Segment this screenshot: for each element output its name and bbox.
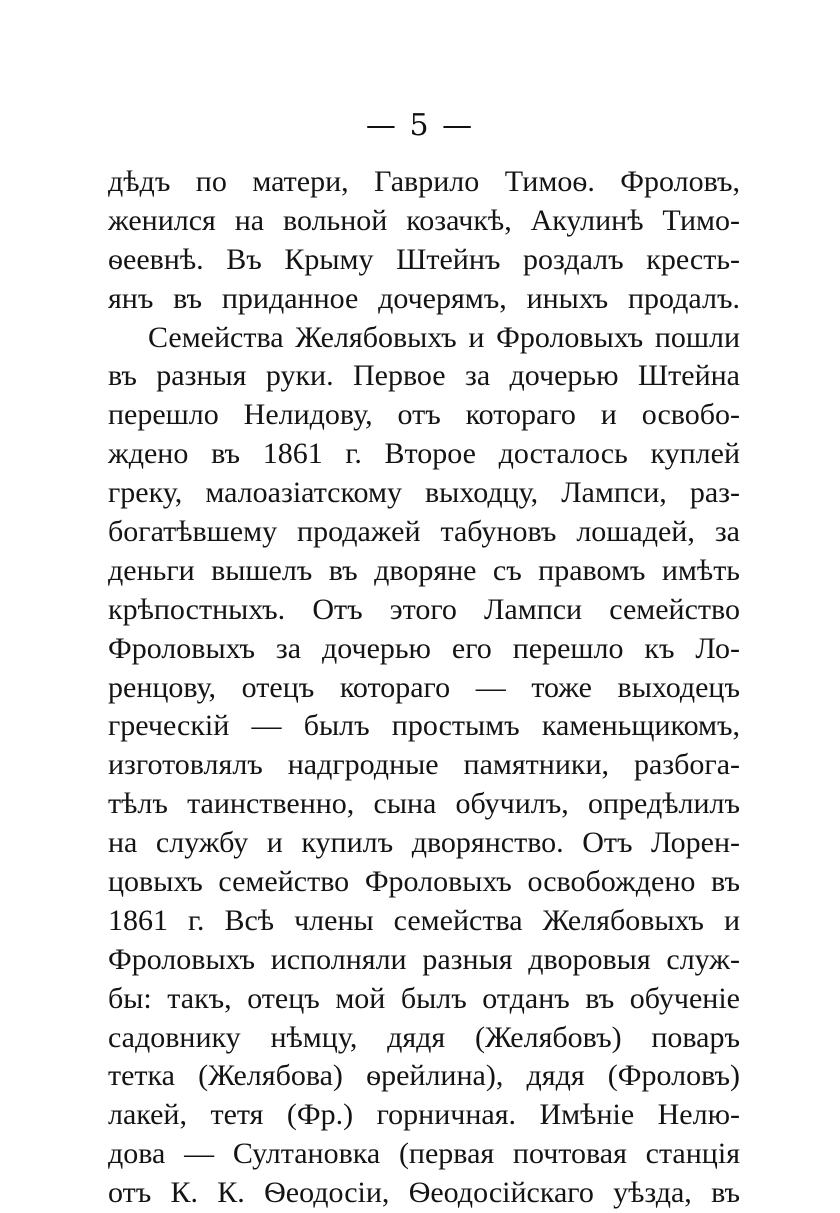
text-line: изготовлялъ надгродные памятники, разбога-: [108, 748, 740, 782]
text-line: тѣлъ таинственно, сына обучилъ, опредѣлилъ: [108, 787, 740, 821]
text-line: женился на вольной козачкѣ, Акулинѣ Тимо-: [108, 203, 740, 237]
text-line: богатѣвшему продажей табуновъ лошадей, за: [108, 515, 740, 549]
paragraph-start-line: Семейства Желябовыхъ и Фроловыхъ пошли: [148, 320, 740, 354]
text-line: дѣдъ по матери, Гаврило Тимоѳ. Фроловъ,: [108, 165, 740, 198]
text-line: греку, малоазіатскому выходцу, Лампси, раз-: [108, 476, 740, 510]
text-line: цовыхъ семейство Фроловыхъ освобождено въ: [108, 865, 740, 899]
text-line: ренцову, отецъ котораго — тоже выходецъ: [108, 670, 740, 704]
text-line: въ разныя руки. Первое за дочерью Штейна: [108, 359, 740, 393]
text-line: дова — Султановка (первая почтовая станція: [108, 1137, 740, 1171]
text-line: греческій — былъ простымъ каменьщикомъ,: [108, 709, 740, 743]
text-line: тетка (Желябова) ѳрейлина), дядя (Фроловъ): [108, 1059, 740, 1093]
page-number: — 5 —: [365, 108, 475, 143]
text-line: деньги вышелъ въ дворяне съ правомъ имѣть: [108, 553, 740, 587]
text-line: Фроловыхъ за дочерью его перешло къ Ло-: [108, 631, 740, 665]
text-line: 1861 г. Всѣ члены семейства Желябовыхъ и: [108, 903, 740, 937]
text-line: Фроловыхъ исполняли разныя дворовыя служ-: [108, 942, 740, 976]
text-line: бы: такъ, отецъ мой былъ отданъ въ обученіе: [108, 981, 740, 1015]
text-line: перешло Нелидову, отъ котораго и освобо-: [108, 398, 740, 432]
text-line: на службу и купилъ дворянство. Отъ Лорен-: [108, 826, 740, 860]
body-text: [108, 163, 740, 1213]
text-line: лакей, тетя (Фр.) горничная. Имѣніе Нелю-: [108, 1098, 740, 1132]
text-line: ѳеевнѣ. Въ Крыму Штейнъ роздалъ кресть-: [108, 242, 740, 276]
text-line: садовнику нѣмцу, дядя (Желябовъ) поваръ: [108, 1020, 740, 1054]
text-line: отъ К. К. Ѳеодосіи, Ѳеодосійскаго уѣзда, въ: [108, 1176, 740, 1210]
text-line: янъ въ приданное дочерямъ, иныхъ продалъ.: [108, 281, 740, 315]
text-line: крѣпостныхъ. Отъ этого Лампси семейство: [108, 592, 740, 626]
text-line: ждено въ 1861 г. Второе досталось куплей: [108, 437, 740, 471]
